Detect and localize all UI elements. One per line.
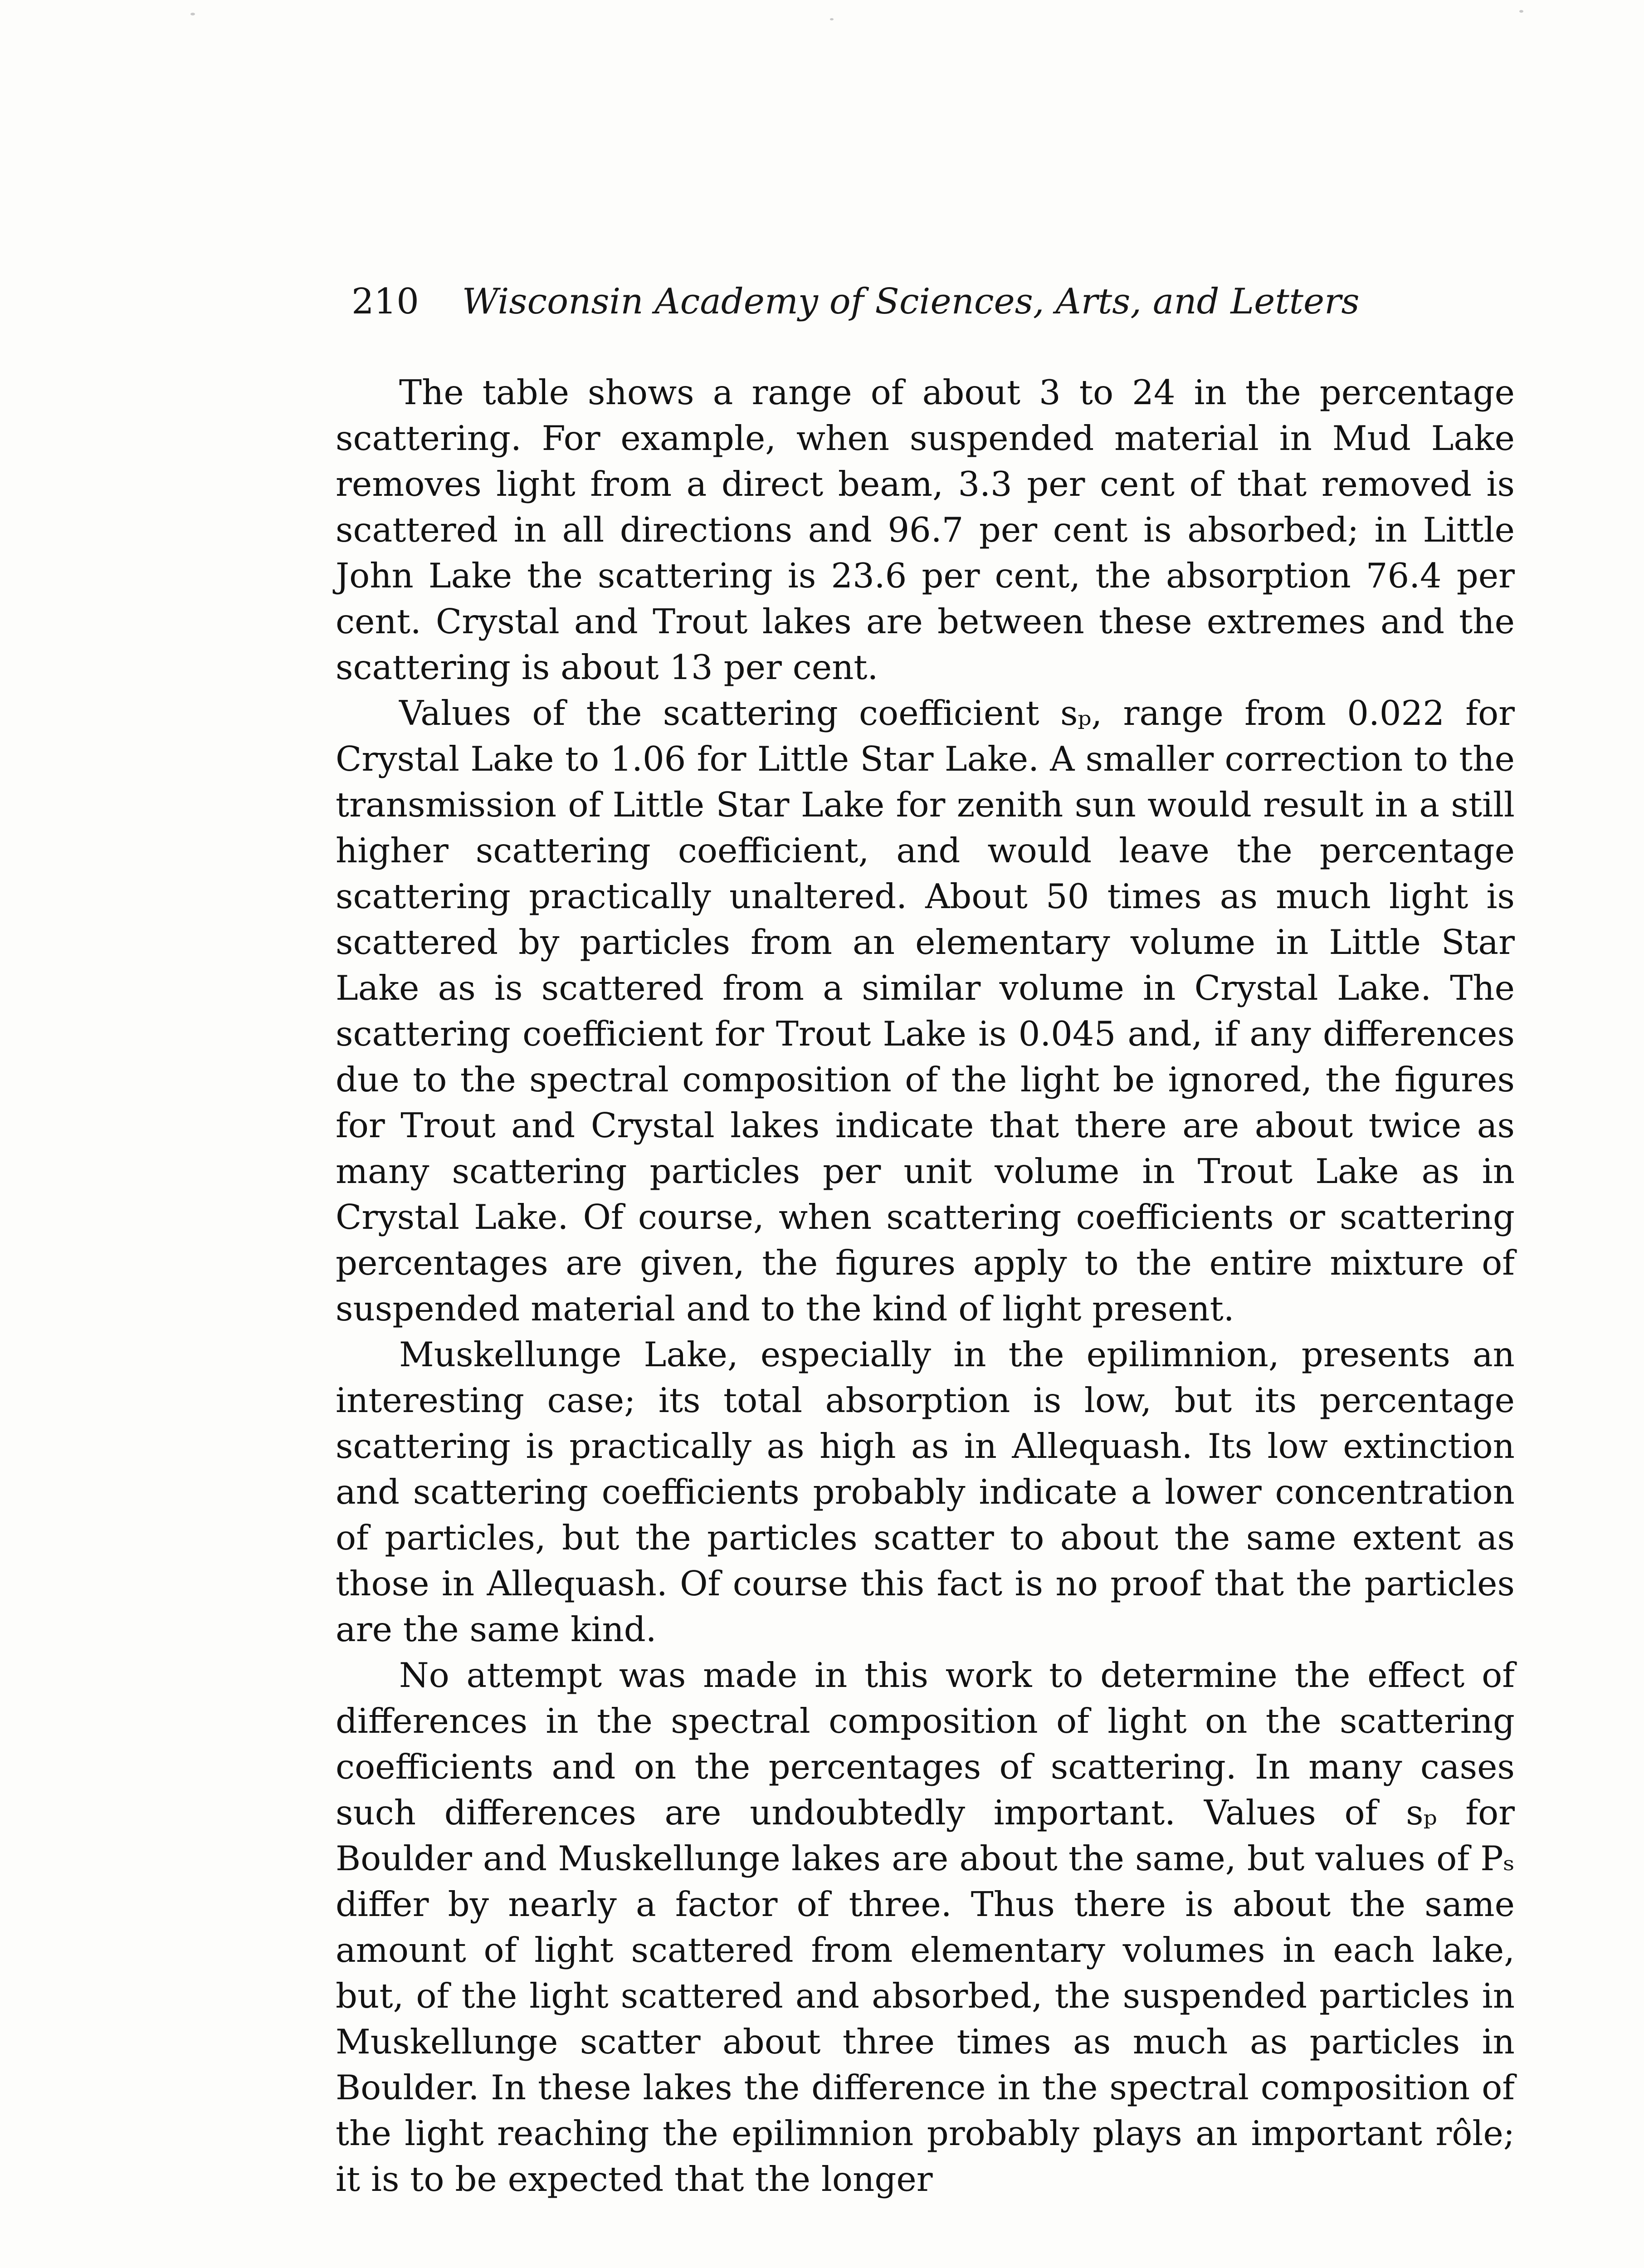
paragraph-scattering-coefficient: Values of the scattering coefficient sₚ, range from 0.022 for Crystal Lake to 1.06 for Little Star Lake. A smaller correction to the transmission of Little Star Lake for zenith sun would result in a still higher scattering coefficient, and would leave the percentage scattering practically unaltered. About 50 times as much light is scattered by particles from an elementary volume in Little Star Lake as is scattered from a similar volume in Crystal Lake. The scattering coefficient for Trout Lake is 0.045 and, if any differences due to the spectral composition of the light be ignored, the figures for Trout and Crystal lakes indicate that there are about twice as many scattering particles per unit volume in Trout Lake as in Crystal Lake. Of course, when scattering coefficients or scattering percentages are given, the figures apply to the entire mixture of suspended material and to the kind of light present. bbox=[336, 693, 1515, 1329]
running-header bbox=[351, 277, 1395, 327]
body-text bbox=[336, 370, 1515, 2202]
paragraph-spectral-composition: No attempt was made in this work to determine the effect of differences in the spectral composition of light on the scattering coefficients and on the percentages of scattering. In many cases such differences are undoubtedly important. Values of sₚ for Boulder and Muskellunge lakes are about the same, but values of Pₛ differ by nearly a factor of three. Thus there is about the same amount of light scattered from elementary volumes in each lake, but, of the light scattered and absorbed, the suspended particles in Muskellunge scatter about three times as much as particles in Boulder. In these lakes the difference in the spectral composition of the light reaching the epilimnion probably plays an important rôle; it is to be expected that the longer bbox=[336, 1655, 1515, 2199]
page-number: 210 bbox=[351, 281, 419, 322]
paper-speck bbox=[830, 18, 834, 20]
running-title: Wisconsin Academy of Sciences, Arts, and Letters bbox=[462, 281, 1360, 322]
paragraph-scattering-range: The table shows a range of about 3 to 24 in the percentage scattering. For example, when suspended material in Mud Lake removes light from a direct beam, 3.3 per cent of that removed is scattered in all directions and 96.7 per cent is absorbed; in Little John Lake the scattering is 23.6 per cent, the absorption 76.4 per cent. Crystal and Trout lakes are between these extremes and the scattering is about 13 per cent. bbox=[336, 372, 1515, 687]
paper-speck bbox=[190, 13, 195, 15]
paragraph-muskellunge-lake: Muskellunge Lake, especially in the epilimnion, presents an interesting case; its total absorption is low, but its percentage scattering is practically as high as in Allequash. Its low extinction and scattering coefficients probably indicate a lower concentration of particles, but the particles scatter to about the same extent as those in Allequash. Of course this fact is no proof that the particles are the same kind. bbox=[336, 1334, 1515, 1649]
paper-speck bbox=[1519, 10, 1523, 13]
